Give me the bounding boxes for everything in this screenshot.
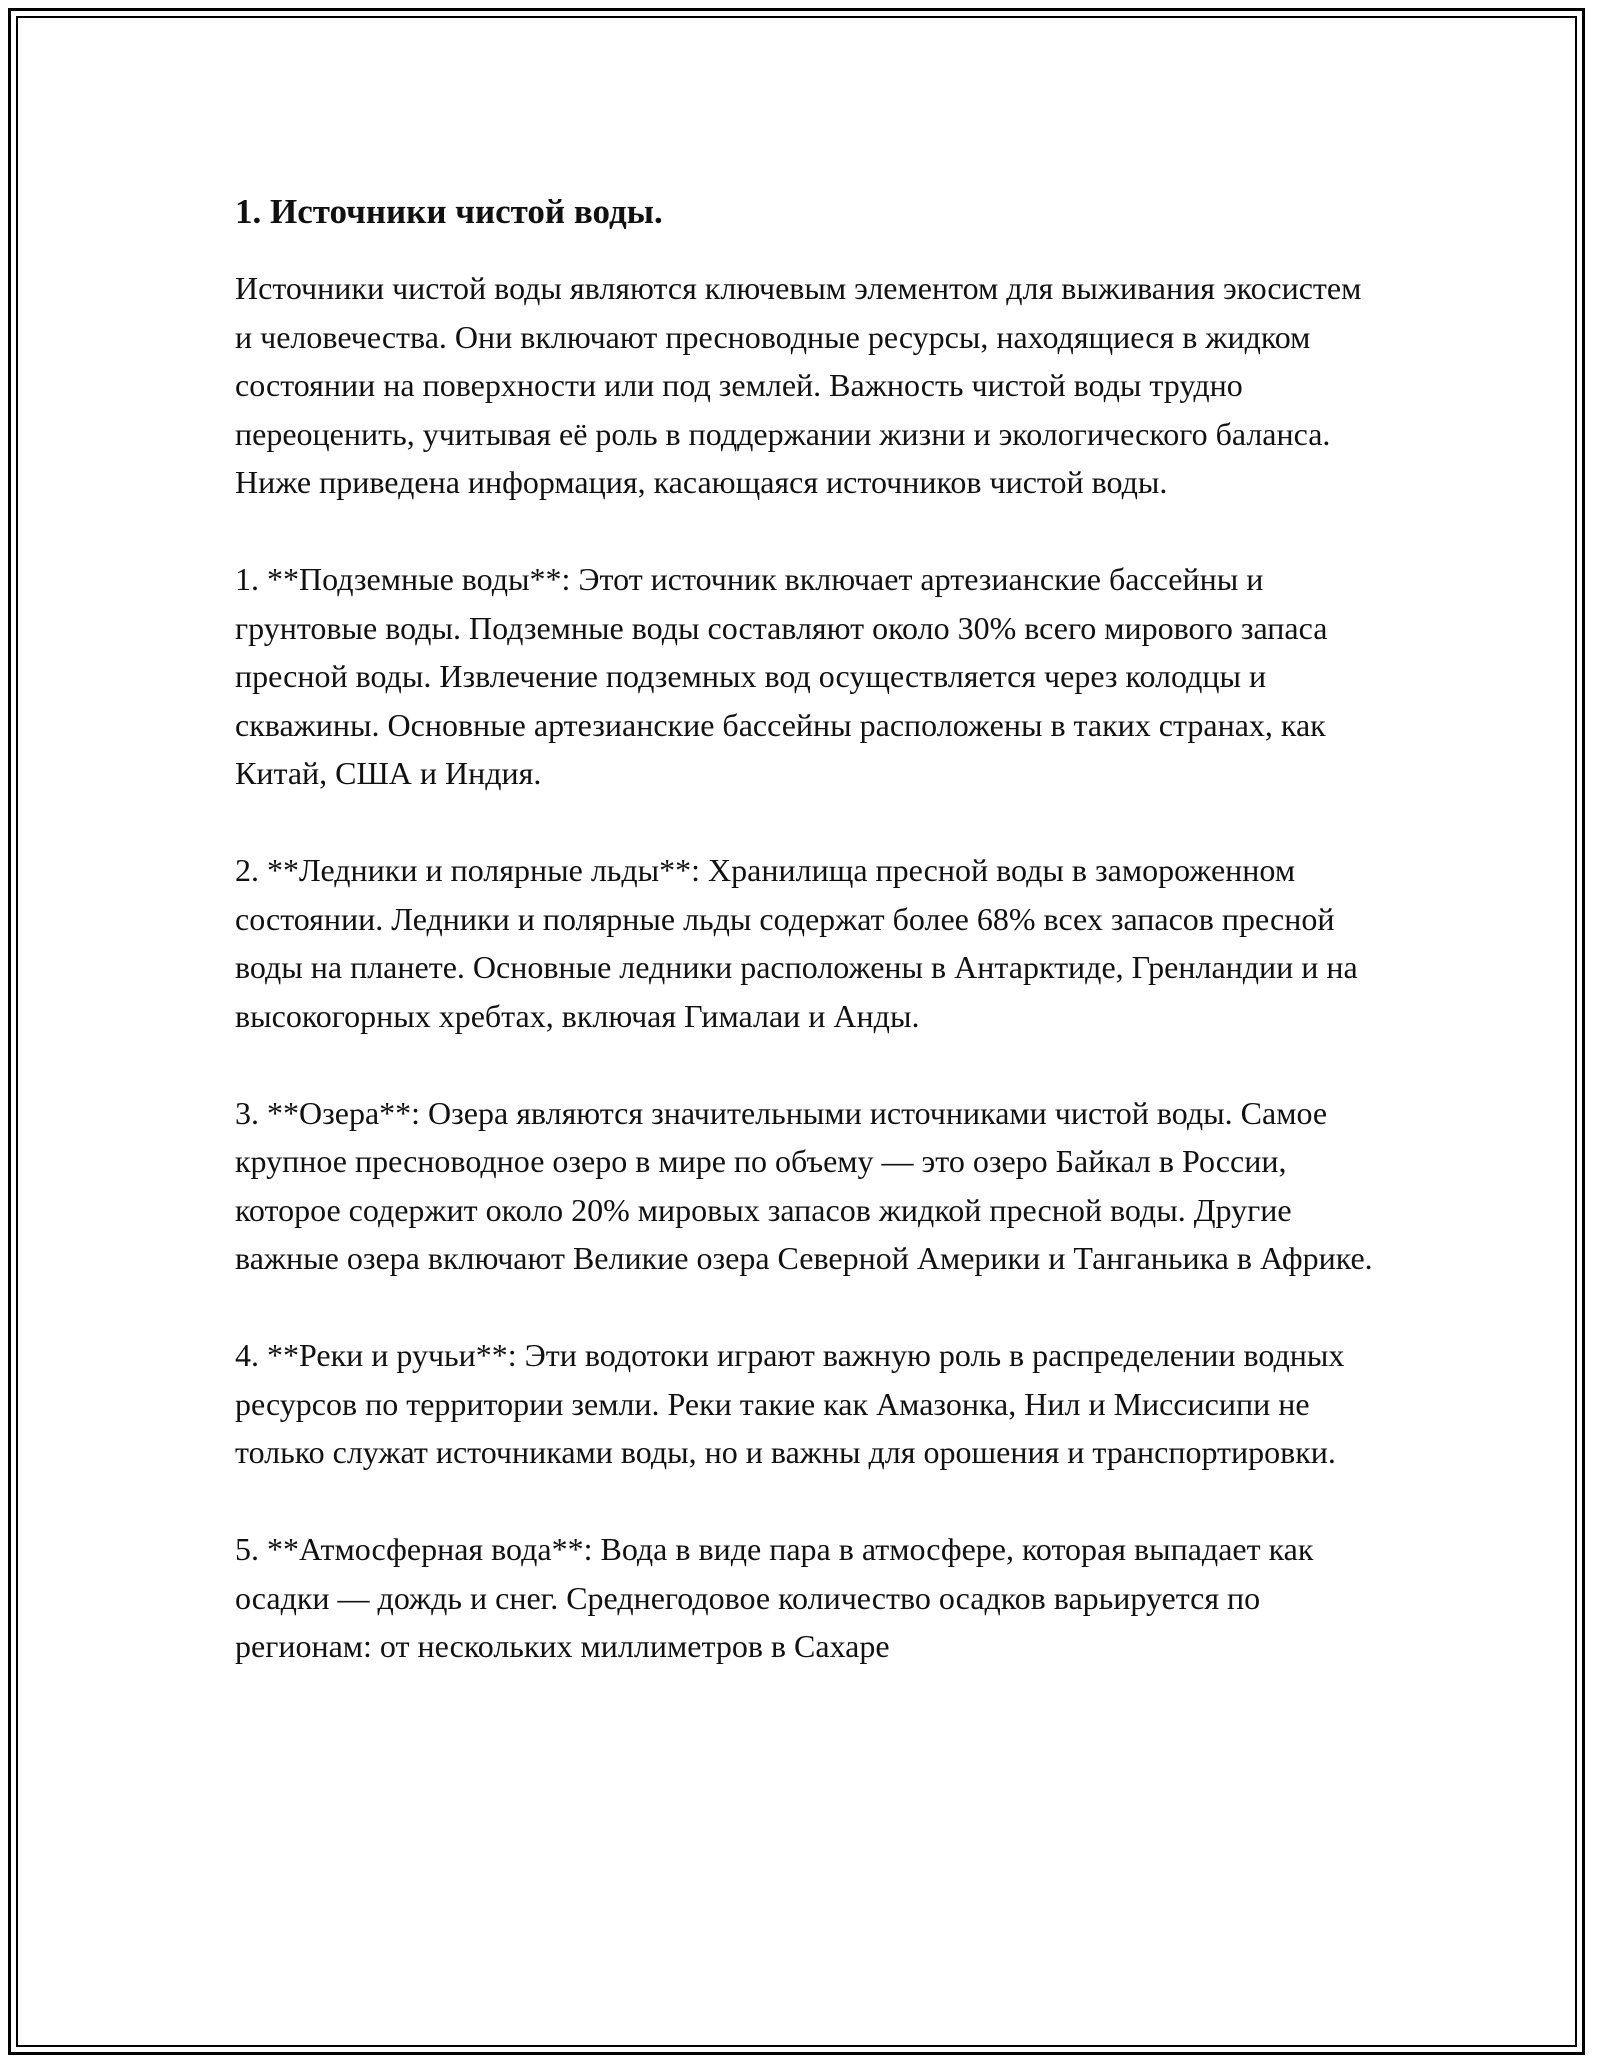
intro-paragraph: Источники чистой воды являются ключевым элементом для выживания экосистем и человечества. Они включают пресноводные ресурсы, находящиеся в жидком состоянии на поверхности или под землей. Важность чистой воды трудно переоценить, учитывая её роль в поддержании жизни и экологического баланса. Ниже приведена информация, касающаяся источников чистой воды.: [235, 270, 1362, 500]
rivers-paragraph: 4. **Реки и ручьи**: Эти водотоки играют важную роль в распределении водных ресурсов по территории земли. Реки такие как Амазонка, Нил и Миссисипи не только служат источниками воды, но и важны для орошения и транспортировки.: [235, 1337, 1345, 1470]
groundwater-paragraph: 1. **Подземные воды**: Этот источник включает артезианские бассейны и грунтовые воды. Подземные воды составляют около 30% всего мирового запаса пресной воды. Извлечение подземных вод осуществляется через колодцы и скважины. Основные артезианские бассейны расположены в таких странах, как Китай, США и Индия.: [235, 561, 1328, 791]
document-body: [235, 190, 1375, 1719]
section-heading: 1. Источники чистой воды.: [235, 192, 663, 231]
lakes-paragraph: 3. **Озера**: Озера являются значительными источниками чистой воды. Самое крупное пресноводное озеро в мире по объему — это озеро Байкал в России, которое содержит около 20% мировых запасов жидкой пресной воды. Другие важные озера включают Великие озера Северной Америки и Танганьика в Африке.: [235, 1094, 1373, 1276]
glaciers-paragraph: 2. **Ледники и полярные льды**: Хранилища пресной воды в замороженном состоянии. Ледники и полярные льды содержат более 68% всех запасов пресной воды на планете. Основные ледники расположены в Антарктиде, Гренландии и на высокогорных хребтах, включая Гималаи и Анды.: [235, 852, 1358, 1034]
atmospheric-water-paragraph: 5. **Атмосферная вода**: Вода в виде пара в атмосфере, которая выпадает как осадки — дождь и снег. Среднегодовое количество осадков варьируется по регионам: от нескольких миллиметров в Сахаре: [235, 1531, 1314, 1664]
